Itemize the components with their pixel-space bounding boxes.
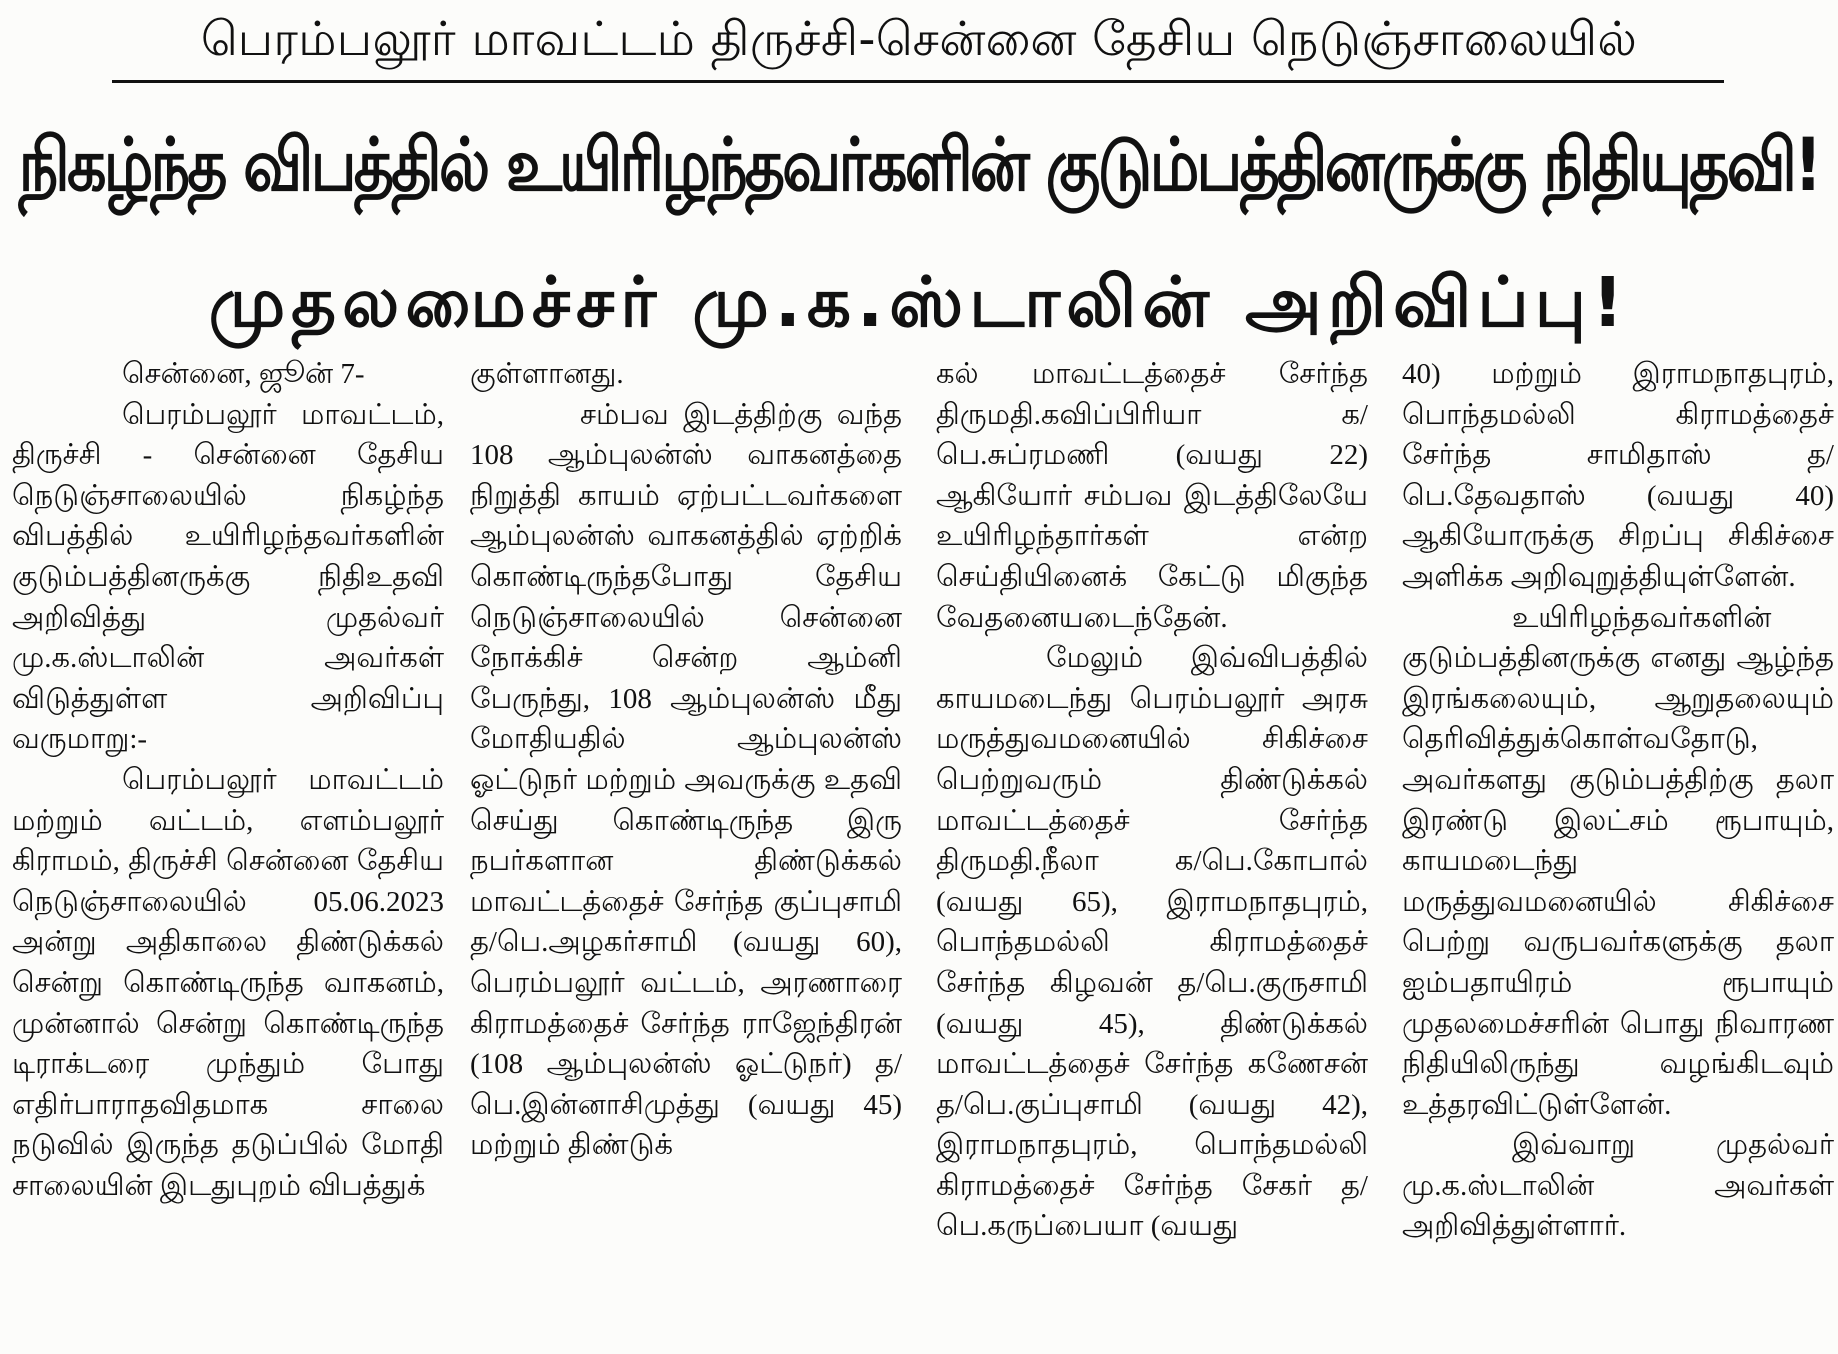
main-headline: நிகழ்ந்த விபத்தில் உயிரிழந்தவர்களின் குடும்பத்தினருக்கு நிதியுதவி! xyxy=(18,121,1820,208)
paragraph: 40) மற்றும் இராமநாதபுரம், பொந்தமல்லி கிராமத்தைச் சேர்ந்த சாமிதாஸ் த/பெ.தேவதாஸ் (வயது 40) ஆகியோருக்கு சிறப்பு சிகிச்சை அளிக்க அறிவுறுத்தியுள்ளேன். xyxy=(1402,358,1834,593)
paragraph: சம்பவ இடத்திற்கு வந்த 108 ஆம்புலன்ஸ் வாகனத்தை நிறுத்தி காயம் ஏற்பட்டவர்களை ஆம்புலன்ஸ் வாகனத்தில் ஏற்றிக் கொண்டிருந்தபோது தேசிய நெடுஞ்சாலையில் சென்னை நோக்கிச் சென்ற ஆம்னி பேருந்து, 108 ஆம்புலன்ஸ் மீது மோதியதில் ஆம்புலன்ஸ் ஓட்டுநர் மற்றும் அவருக்கு உதவி செய்து கொண்டிருந்த இரு நபர்களான திண்டுக்கல் மாவட்டத்தைச் சேர்ந்த குப்புசாமி த/பெ.அழகர்சாமி (வயது 60), பெரம்பலூர் வட்டம், அரணாரை கிராமத்தைச் சேர்ந்த ராஜேந்திரன் (108 ஆம்புலன்ஸ் ஓட்டுநர்) த/பெ.இன்னாசிமுத்து (வயது 45) மற்றும் திண்டுக் xyxy=(470,398,902,1162)
kicker-underline xyxy=(112,80,1724,83)
paragraph: பெரம்பலூர் மாவட்டம், திருச்சி - சென்னை தேசிய நெடுஞ்சாலையில் நிகழ்ந்த விபத்தில் உயிரிழந்தவர்களின் குடும்பத்தினருக்கு நிதிஉதவி அறிவித்து முதல்வர் மு.க.ஸ்டாலின் அவர்கள் விடுத்துள்ள அறிவிப்பு வருமாறு:- xyxy=(12,398,444,756)
article-column-1 xyxy=(12,354,444,1350)
article-column-4 xyxy=(1402,354,1834,1350)
article-column-3 xyxy=(936,354,1368,1350)
paragraph: இவ்வாறு முதல்வர் மு.க.ஸ்டாலின் அவர்கள் அறிவித்துள்ளார். xyxy=(1402,1129,1834,1243)
paragraph: உயிரிழந்தவர்களின் குடும்பத்தினருக்கு எனது ஆழ்ந்த இரங்கலையும், ஆறுதலையும் தெரிவித்துக்கொள்வதோடு, அவர்களது குடும்பத்திற்கு தலா இரண்டு இலட்சம் ரூபாயும், காயமடைந்து மருத்துவமனையில் சிகிச்சை பெற்று வருபவர்களுக்கு தலா ஐம்பதாயிரம் ரூபாயும் முதலமைச்சரின் பொது நிவாரண நிதியிலிருந்து வழங்கிடவும் உத்தரவிட்டுள்ளேன். xyxy=(1402,601,1834,1121)
paragraph: பெரம்பலூர் மாவட்டம் மற்றும் வட்டம், எளம்பலூர் கிராமம், திருச்சி சென்னை தேசிய நெடுஞ்சாலையில் 05.06.2023 அன்று அதிகாலை திண்டுக்கல் சென்று கொண்டிருந்த வாகனம், முன்னால் சென்று கொண்டிருந்த டிராக்டரை முந்தும் போது எதிர்பாராதவிதமாக சாலை நடுவில் இருந்த தடுப்பில் மோதி சாலையின் இடதுபுறம் விபத்துக் xyxy=(12,763,444,1202)
paragraph: மேலும் இவ்விபத்தில் காயமடைந்து பெரம்பலூர் அரசு மருத்துவமனையில் சிகிச்சை பெற்றுவரும் திண்டுக்கல் மாவட்டத்தைச் சேர்ந்த திருமதி.நீலா க/பெ.கோபால் (வயது 65), இராமநாதபுரம், பொந்தமல்லி கிராமத்தைச் சேர்ந்த கிழவன் த/பெ.குருசாமி (வயது 45), திண்டுக்கல் மாவட்டத்தைச் சேர்ந்த கணேசன் த/பெ.குப்புசாமி (வயது 42), இராமநாதபுரம், பொந்தமல்லி கிராமத்தைச் சேர்ந்த சேகர் த/பெ.கருப்பையா (வயது xyxy=(936,642,1368,1243)
sub-headline: முதலமைச்சர் மு.க.ஸ்டாலின் அறிவிப்பு! xyxy=(208,263,1630,343)
dateline: சென்னை, ஜூன் 7- xyxy=(122,358,365,390)
paragraph: குள்ளானது. xyxy=(470,358,624,390)
paragraph: கல் மாவட்டத்தைச் சேர்ந்த திருமதி.கவிப்பிரியா க/பெ.சுப்ரமணி (வயது 22) ஆகியோர் சம்பவ இடத்திலேயே உயிரிழந்தார்கள் என்ற செய்தியினைக் கேட்டு மிகுந்த வேதனையடைந்தேன். xyxy=(936,358,1368,634)
kicker-headline: பெரம்பலூர் மாவட்டம் திருச்சி-சென்னை தேசிய நெடுஞ்சாலையில் xyxy=(200,12,1638,67)
article-column-2 xyxy=(470,354,902,1350)
